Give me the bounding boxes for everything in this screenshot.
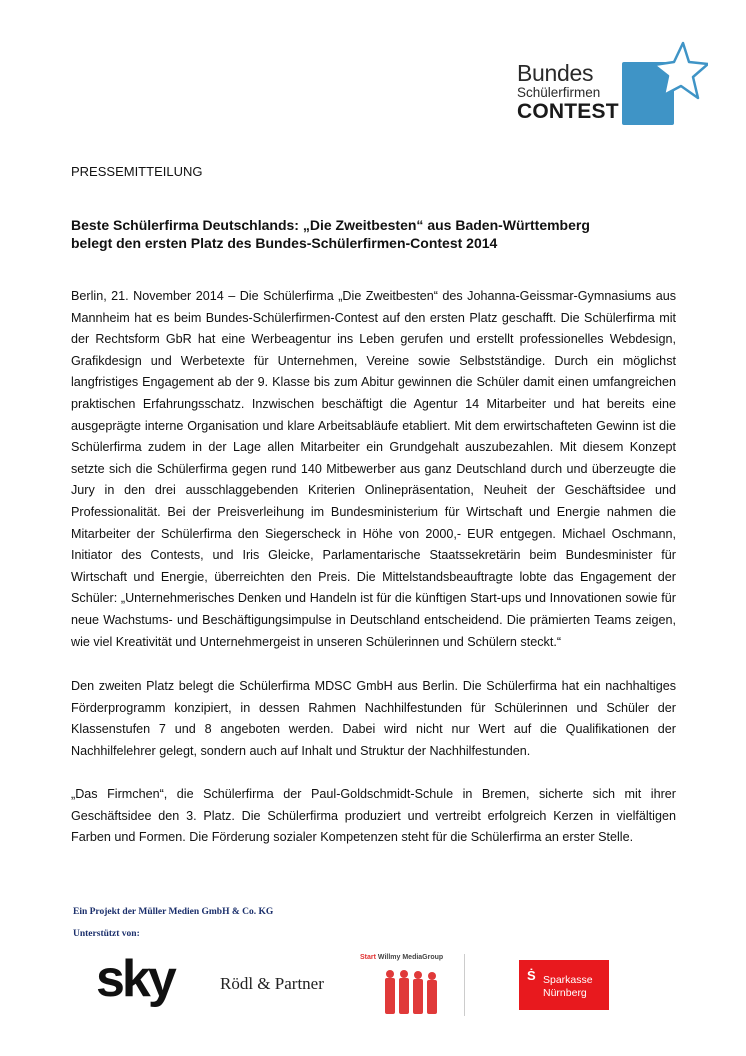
sparkasse-s-icon: Ṡ xyxy=(527,968,536,983)
paragraph-2: Den zweiten Platz belegt die Schülerfirma MDSC GmbH aus Berlin. Die Schülerfirma hat ein nachhaltiges Förderprogramm konzipiert, in dessen Rahmen Nachhilfestunden für Schülerinnen und Schüler der Klassenstufen 7 und 8 angeboten werden. Dabei wird nicht nur Wert auf die Qualifikationen der Nachhilfelehrer gelegt, sondern auch auf Inhalt und Struktur der Nachhilfestunden. xyxy=(71,679,676,758)
logo-line3: CONTEST xyxy=(517,100,619,123)
sparkasse-line1: Sparkasse xyxy=(543,974,593,986)
headline-line1: Beste Schülerfirma Deutschlands: „Die Zweitbesten“ aus Baden-Württemberg xyxy=(71,217,590,233)
sky-logo: sky xyxy=(96,950,174,1008)
sparkasse-logo xyxy=(519,960,609,1010)
roedl-partner-logo: Rödl & Partner xyxy=(220,974,324,993)
willmy-mediagroup-logo xyxy=(360,954,465,1016)
document-label: PRESSEMITTEILUNG xyxy=(71,164,203,179)
logo-line1: Bundes xyxy=(517,60,594,86)
headline xyxy=(71,216,691,252)
willmy-name: Willmy MediaGroup xyxy=(377,954,444,961)
paragraph-3: „Das Firmchen“, die Schülerfirma der Paul-Goldschmidt-Schule in Bremen, sicherte sich mit ihrer Geschäftsidee den 3. Platz. Die Schülerfirma produziert und vertreibt erfolgreich Kerzen in vielfältigen Farben und Formen. Die Förderung sozialer Kompetenzen steht für die Schülerfirma an erster Stelle. xyxy=(71,787,676,845)
project-credit: Ein Projekt der Müller Medien GmbH & Co. KG xyxy=(73,907,274,917)
logo-line2: Schülerfirmen xyxy=(517,85,601,100)
sparkasse-line2: Nürnberg xyxy=(543,987,587,999)
willmy-start: Start xyxy=(360,954,376,961)
star-icon xyxy=(628,40,708,102)
people-icon xyxy=(380,966,450,1016)
contest-logo xyxy=(515,40,705,130)
paragraph-1: Berlin, 21. November 2014 – Die Schülerfirma „Die Zweitbesten“ des Johanna-Geissmar-Gymnasiums aus Mannheim hat es beim Bundes-Schülerfirmen-Contest auf den ersten Platz geschafft. Die Schülerfirma mit der Rechtsform GbR hat eine Werbeagentur ins Leben gerufen und erstellt professionelles Webdesign, Grafikdesign und Werbetexte für Unternehmen, Vereine sowie Selbstständige. Durch ein möglichst langfristiges Engagement ab der 9. Klasse bis zum Abitur gewinnen die Schüler damit einen umfangreichen praktischen Erfahrungsschatz. Inzwischen beschäftigt die Agentur 14 Mitarbeiter und hat bereits eine ausgeprägte interne Organisation und klare Arbeitsabläufe etabliert. Mit dem erwirtschafteten Gewinn ist die Schülerfirma zudem in der Lage allen Mitarbeiter ein Grundgehalt auszubezahlen. Mit diesem Konzept setzte sich die Schülerfirma gegen rund 140 Mitbewerber aus ganz Deutschland durch und überzeugte die Jury in den drei ausschlaggebenden Kriterien Onlinepräsentation, Neuheit der Geschäftsidee und Professionalität. Bei der Preisverleihung im Bundesministerium für Wirtschaft und Energie nahmen die Mitarbeiter der Schülerfirma den Siegerscheck in Höhe von 2000,- EUR entgegen. Michael Oschmann, Initiator des Contests, und Iris Gleicke, Parlamentarische Staatssekretärin beim Bundesminister für Wirtschaft und Energie, überreichten den Preis. Die Mittelstandsbeauftragte lobte das Engagement der Schüler: „Unternehmerisches Denken und Handeln ist für die künftigen Start-ups und Innovationen sowie für neue Wachstums- und Beschäftigungsimpulse in Deutschland entscheidend. Die prämierten Teams zeigen, wie viel Kreativität und Unternehmergeist in unseren Schülerinnen und Schülern steckt.“ xyxy=(71,289,676,649)
supported-by-label: Unterstützt von: xyxy=(73,929,140,939)
headline-line2: belegt den ersten Platz des Bundes-Schülerfirmen-Contest 2014 xyxy=(71,235,498,251)
